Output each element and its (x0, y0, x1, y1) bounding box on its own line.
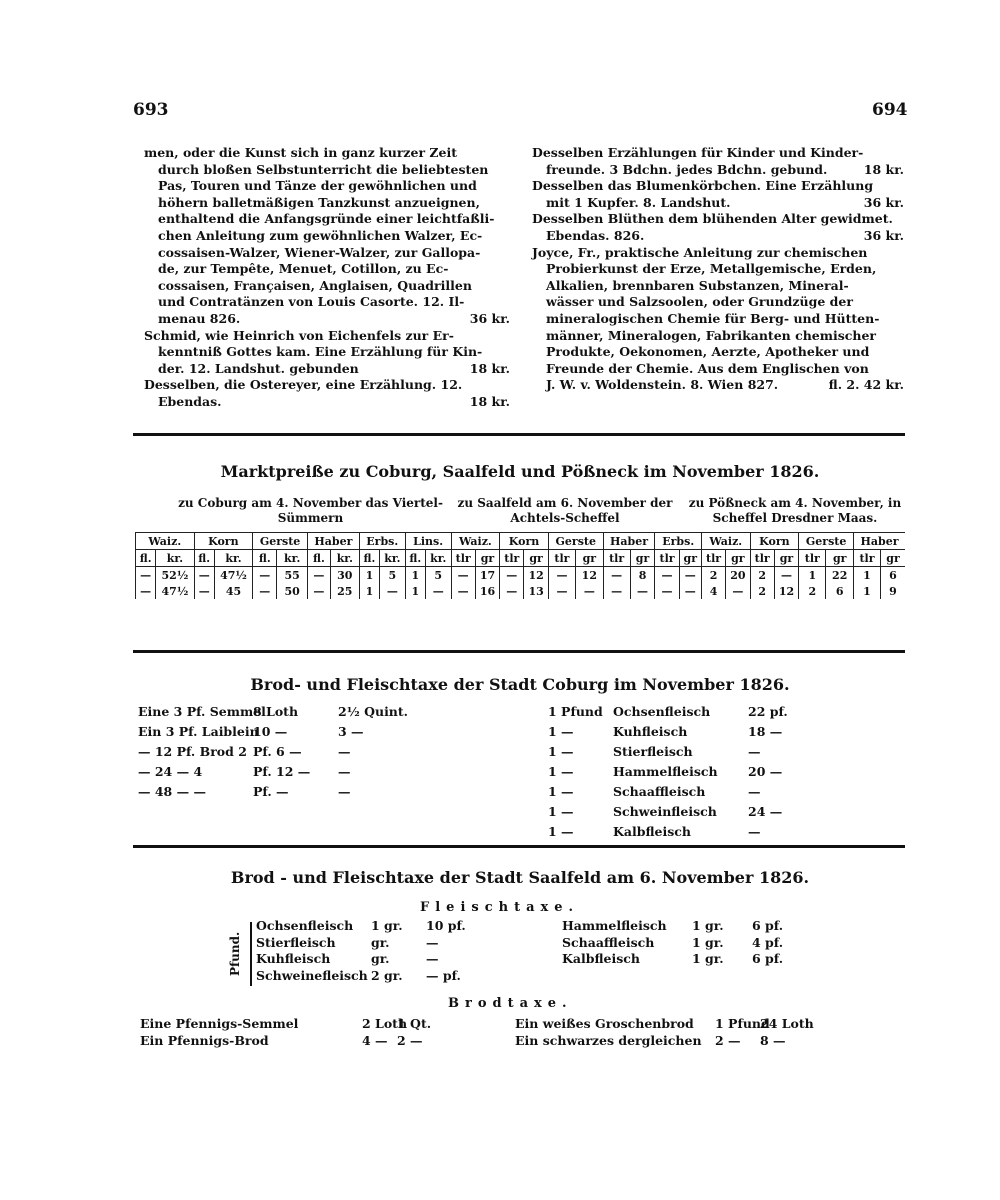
price-cell: 20 (726, 567, 750, 584)
unit-cell: tlr (854, 550, 881, 567)
tax-cell: Schweinfleisch (613, 804, 717, 819)
price-cell: 4 (701, 583, 725, 599)
entry-price: 36 kr. (469, 310, 510, 326)
price-cell: — (307, 583, 330, 599)
price-cell: 1 (854, 583, 881, 599)
unit-cell: gr (630, 550, 655, 567)
tax-cell: — (338, 784, 351, 799)
price-cell: — (655, 567, 679, 584)
saalfeld-header: zu Saalfeld am 6. November der Achtels-Scheffel (457, 496, 673, 525)
book-entry (144, 145, 510, 328)
price-cell: — (774, 567, 798, 584)
tax-row (548, 762, 818, 782)
price-cell: 1 (854, 567, 881, 584)
tax-cell: 1 — (548, 764, 574, 779)
tax-cell: 20 — (748, 764, 783, 779)
tax-cell: 10 pf. (426, 918, 466, 933)
tax-cell: Pf. — (253, 784, 289, 799)
tax-cell: Ein 3 Pf. Laiblein (138, 724, 259, 739)
grain-column-header: Erbs. (655, 533, 701, 550)
price-cell: 1 (405, 583, 425, 599)
unit-cell: kr. (277, 550, 308, 567)
tax-row (548, 802, 818, 822)
book-entry (144, 377, 510, 410)
price-cell: — (500, 567, 524, 584)
section-rule (133, 650, 905, 653)
tax-cell: 2 — (397, 1033, 423, 1048)
price-cell: — (380, 583, 406, 599)
tax-row (562, 951, 792, 968)
price-cell: — (500, 583, 524, 599)
coburg-tax-title: Brod- und Fleischtaxe der Stadt Coburg im November 1826. (250, 675, 790, 694)
unit-cell: kr. (214, 550, 252, 567)
tax-cell: 1 — (548, 784, 574, 799)
unit-cell: kr. (330, 550, 359, 567)
tax-cell: 24 — (748, 804, 783, 819)
entry-line: Probierkunst der Erze, Metallgemische, Erden, (546, 261, 877, 277)
entry-price: 18 kr. (863, 161, 904, 177)
page-number-right: 694 (872, 100, 908, 120)
entry-price: 18 kr. (469, 393, 510, 409)
price-cell: — (253, 583, 277, 599)
book-entry (532, 245, 904, 394)
tax-cell: 1 Pfund (548, 704, 603, 719)
price-cell: 12 (576, 567, 604, 584)
entry-line: cossaisen, Françaisen, Anglaisen, Quadrillen (158, 277, 472, 293)
tax-cell: 1 Qt. (397, 1016, 432, 1031)
price-cell: 13 (524, 583, 548, 599)
entry-line: männer, Mineralogen, Fabrikanten chemischer (546, 327, 876, 343)
entry-line-text: freunde. 3 Bdchn. jedes Bdchn. gebund. (546, 161, 828, 177)
price-cell: 16 (475, 583, 499, 599)
price-cell: — (726, 583, 750, 599)
price-cell: — (136, 567, 156, 584)
tax-row (138, 702, 409, 722)
price-cell: — (307, 567, 330, 584)
tax-cell: 2 Loth (362, 1016, 408, 1031)
entry-price: 36 kr. (863, 227, 904, 243)
price-cell: 1 (359, 567, 379, 584)
entry-line: Desselben Blüthen dem blühenden Alter gewidmet. (532, 211, 893, 227)
tax-cell: 24 Loth (760, 1016, 814, 1031)
price-cell: — (451, 567, 475, 584)
unit-cell: tlr (750, 550, 774, 567)
tax-cell: 2 gr. (371, 967, 403, 983)
tax-cell: 10 — (253, 724, 288, 739)
tax-row (256, 935, 466, 952)
price-cell: — (548, 583, 575, 599)
entry-line: kenntniß Gottes kam. Eine Erzählung für Kin- (158, 344, 483, 360)
tax-cell: — (748, 824, 761, 839)
tax-cell: Schaaffleisch (562, 934, 655, 950)
tax-row (256, 918, 466, 935)
price-cell: — (655, 583, 679, 599)
tax-cell: Kalbfleisch (562, 951, 640, 966)
tax-cell: Eine Pfennigs-Semmel (140, 1016, 299, 1031)
tax-cell: 2 — (715, 1033, 741, 1048)
price-cell: — (679, 567, 701, 584)
table-row (136, 583, 906, 599)
entry-line: Desselben das Blumenkörbchen. Eine Erzählung (532, 178, 874, 194)
price-cell: 25 (330, 583, 359, 599)
price-cell: 22 (826, 567, 854, 584)
pfund-label: Pfund. (228, 922, 252, 986)
price-cell: 45 (214, 583, 252, 599)
tax-cell: 1 Pfund (715, 1016, 770, 1031)
tax-cell: 4 pf. (752, 934, 784, 950)
grain-column-header: Gerste (799, 533, 854, 550)
tax-row (140, 1032, 432, 1049)
entry-line: Joyce, Fr., praktische Anleitung zur chemischen (532, 244, 868, 260)
tax-cell: — pf. (426, 967, 461, 983)
tax-cell: 1 gr. (692, 918, 724, 933)
unit-cell: fl. (136, 550, 156, 567)
right-column (532, 145, 904, 394)
grain-column-header: Haber (603, 533, 655, 550)
entry-line-text: der. 12. Landshut. gebunden (158, 360, 359, 376)
tax-cell: 6 pf. (752, 951, 784, 966)
tax-cell: Ochsenfleisch (613, 704, 711, 719)
tax-cell: 1 — (548, 804, 574, 819)
unit-cell: kr. (380, 550, 406, 567)
grain-column-header: Haber (854, 533, 906, 550)
unit-cell: tlr (548, 550, 575, 567)
price-cell: — (253, 567, 277, 584)
entry-line: Desselben, die Ostereyer, eine Erzählung. 12. (144, 377, 463, 393)
entry-price: 36 kr. (863, 194, 904, 210)
price-cell: — (679, 583, 701, 599)
market-title: Marktpreiße zu Coburg, Saalfeld und Pößneck im November 1826. (220, 462, 820, 481)
unit-cell: tlr (451, 550, 475, 567)
tax-cell: — (338, 744, 351, 759)
unit-cell: gr (881, 550, 906, 567)
unit-cell: tlr (701, 550, 725, 567)
entry-line (144, 394, 510, 411)
saalfeld-bread-right (515, 1015, 814, 1049)
book-entry (532, 145, 904, 178)
unit-cell: gr (726, 550, 750, 567)
tax-cell: 1 gr. (692, 934, 724, 950)
grain-column-header: Korn (500, 533, 549, 550)
table-units-row (136, 550, 906, 567)
entry-price: fl. 2. 42 kr. (828, 377, 904, 393)
tax-cell: 18 — (748, 724, 783, 739)
tax-cell: 4 — (362, 1033, 388, 1048)
table-row (136, 567, 906, 584)
entry-line: mineralogischen Chemie für Berg- und Hütten- (546, 310, 880, 326)
grain-column-header: Waiz. (451, 533, 500, 550)
tax-row (548, 742, 818, 762)
grain-column-header: Korn (194, 533, 253, 550)
price-cell: — (630, 583, 655, 599)
price-cell: — (451, 583, 475, 599)
saalfeld-meat-right (562, 918, 792, 968)
unit-cell: gr (524, 550, 548, 567)
unit-cell: kr. (156, 550, 194, 567)
unit-cell: fl. (405, 550, 425, 567)
tax-row (515, 1032, 800, 1049)
tax-row (548, 822, 818, 842)
unit-cell: gr (774, 550, 798, 567)
saalfeld-tax-title: Brod - und Fleischtaxe der Stadt Saalfeld am 6. November 1826. (230, 868, 810, 887)
tax-cell: — 24 — 4 (138, 764, 203, 779)
price-cell: 47½ (214, 567, 252, 584)
price-cell: 30 (330, 567, 359, 584)
entry-line: cossaisen-Walzer, Wiener-Walzer, zur Gallopa- (158, 244, 481, 260)
tax-cell: — (426, 951, 439, 966)
price-cell: — (548, 567, 575, 584)
meat-tax-heading: Fleischtaxe. (420, 900, 580, 915)
tax-cell: Hammelfleisch (613, 764, 718, 779)
entry-line: men, oder die Kunst sich in ganz kurzer Zeit (144, 145, 457, 160)
tax-cell: 3 — (338, 724, 364, 739)
tax-row (138, 742, 403, 762)
tax-cell: 8 Loth (253, 704, 299, 719)
price-cell: 5 (380, 567, 406, 584)
entry-line: durch bloßen Selbstunterricht die beliebtesten (158, 161, 489, 177)
unit-cell: fl. (253, 550, 277, 567)
tax-cell: gr. (371, 934, 390, 950)
unit-cell: gr (475, 550, 499, 567)
entry-line: Desselben Erzählungen für Kinder und Kinder- (532, 145, 864, 160)
saalfeld-meat-left (256, 918, 466, 984)
price-cell: — (194, 567, 214, 584)
price-cell: 17 (475, 567, 499, 584)
price-cell: 47½ (156, 583, 194, 599)
tax-cell: 1 — (548, 724, 574, 739)
unit-cell: gr (826, 550, 854, 567)
grain-column-header: Gerste (548, 533, 603, 550)
entry-line: und Contratänzen von Louis Casorte. 12. Il- (158, 294, 465, 310)
entry-line: wässer und Salzsoolen, oder Grundzüge der (546, 294, 853, 310)
tax-cell: Ein schwarzes dergleichen (515, 1033, 702, 1048)
price-cell: 2 (750, 583, 774, 599)
tax-cell: — (748, 744, 761, 759)
bread-tax-heading: Brodtaxe. (448, 996, 573, 1011)
tax-cell: — (338, 764, 351, 779)
unit-cell: fl. (194, 550, 214, 567)
entry-line-text: J. W. v. Woldenstein. 8. Wien 827. (546, 377, 779, 393)
price-cell: — (603, 583, 630, 599)
price-cell: 2 (799, 583, 826, 599)
unit-cell: tlr (799, 550, 826, 567)
grain-column-header: Waiz. (136, 533, 195, 550)
grain-column-header: Korn (750, 533, 799, 550)
tax-cell: 1 — (548, 824, 574, 839)
unit-cell: tlr (603, 550, 630, 567)
price-cell: 5 (425, 567, 451, 584)
tax-cell: Ein weißes Groschenbrod (515, 1016, 694, 1031)
price-cell: — (576, 583, 604, 599)
tax-row (256, 951, 466, 968)
entry-line (532, 377, 904, 394)
tax-cell: 2½ Quint. (338, 704, 409, 719)
tax-cell: gr. (371, 951, 390, 966)
entry-line: höhern balletmäßigen Tanzkunst anzueignen, (158, 194, 480, 210)
tax-row (140, 1015, 432, 1032)
price-cell: 12 (524, 567, 548, 584)
unit-cell: tlr (500, 550, 524, 567)
price-cell: 50 (277, 583, 308, 599)
tax-row (138, 762, 403, 782)
tax-cell: Kuhfleisch (613, 724, 688, 739)
tax-row (548, 722, 818, 742)
unit-cell: tlr (655, 550, 679, 567)
tax-cell: — (426, 934, 439, 950)
price-cell: — (194, 583, 214, 599)
entry-line: Produkte, Oekonomen, Aerzte, Apotheker und (546, 344, 870, 360)
tax-cell: — 48 — — (138, 784, 206, 799)
entry-line-text: menau 826. (158, 310, 241, 326)
tax-cell: Kuhfleisch (256, 951, 331, 966)
tax-cell: Ein Pfennigs-Brod (140, 1033, 269, 1048)
grain-column-header: Waiz. (701, 533, 750, 550)
unit-cell: fl. (307, 550, 330, 567)
price-cell: 12 (774, 583, 798, 599)
coburg-header: zu Coburg am 4. November das Viertel-Sümmern (178, 496, 443, 525)
entry-line (144, 311, 510, 328)
entry-line (532, 195, 904, 212)
entry-line: Pas, Touren und Tänze der gewöhnlichen und (158, 178, 477, 194)
saalfeld-bread-left (140, 1015, 432, 1049)
grain-column-header: Lins. (405, 533, 451, 550)
tax-cell: 8 — (760, 1033, 786, 1048)
left-column (144, 145, 510, 411)
tax-row (562, 935, 792, 952)
tax-cell: 6 pf. (752, 918, 784, 933)
entry-line: Freunde der Chemie. Aus dem Englischen von (546, 360, 869, 376)
tax-cell: Pf. 6 — (253, 744, 302, 759)
tax-row (138, 782, 403, 802)
entry-line: Alkalien, brennbaren Substanzen, Mineral- (546, 277, 849, 293)
book-entry (532, 211, 904, 244)
coburg-meat-list (548, 702, 818, 842)
tax-cell: Kalbfleisch (613, 824, 691, 839)
price-cell: 2 (750, 567, 774, 584)
price-cell: 8 (630, 567, 655, 584)
price-cell: — (136, 583, 156, 599)
grain-column-header: Gerste (253, 533, 308, 550)
tax-cell: Pf. 12 — (253, 764, 311, 779)
unit-cell: gr (576, 550, 604, 567)
tax-cell: 22 pf. (748, 704, 788, 719)
section-rule (133, 845, 905, 848)
entry-line-text: mit 1 Kupfer. 8. Landshut. (546, 194, 731, 210)
entry-line-text: Ebendas. (158, 393, 222, 409)
tax-row (515, 1015, 814, 1032)
section-rule (133, 433, 905, 436)
tax-cell: Ochsenfleisch (256, 918, 354, 933)
tax-cell: Eine 3 Pf. Semmel (138, 704, 266, 719)
entry-line (532, 162, 904, 179)
price-cell: — (425, 583, 451, 599)
price-cell: 6 (826, 583, 854, 599)
entry-line: enthaltend die Anfangsgründe einer leichtfaßli- (158, 211, 495, 227)
price-cell: 9 (881, 583, 906, 599)
price-cell: — (603, 567, 630, 584)
price-cell: 6 (881, 567, 906, 584)
tax-cell: 1 gr. (692, 951, 724, 966)
tax-cell: — 12 Pf. Brod 2 (138, 744, 247, 759)
grain-column-header: Erbs. (359, 533, 405, 550)
tax-cell: Schaaffleisch (613, 784, 706, 799)
unit-cell: gr (679, 550, 701, 567)
book-entry (532, 178, 904, 211)
tax-cell: Stierfleisch (613, 744, 693, 759)
coburg-bread-list (138, 702, 409, 802)
entry-price: 18 kr. (469, 360, 510, 376)
unit-cell: fl. (359, 550, 379, 567)
entry-line: de, zur Tempête, Menuet, Cotillon, zu Ec- (158, 261, 449, 277)
price-cell: 1 (359, 583, 379, 599)
entry-line: Schmid, wie Heinrich von Eichenfels zur Er- (144, 327, 454, 343)
price-cell: 52½ (156, 567, 194, 584)
tax-row (548, 702, 818, 722)
book-entry (144, 328, 510, 378)
entry-line: chen Anleitung zum gewöhnlichen Walzer, Ec- (158, 227, 483, 243)
tax-row (256, 968, 466, 985)
tax-cell: 1 gr. (371, 918, 403, 933)
tax-cell: Hammelfleisch (562, 918, 667, 933)
price-cell: 2 (701, 567, 725, 584)
entry-line (532, 228, 904, 245)
tax-cell: Stierfleisch (256, 934, 336, 950)
entry-line (144, 361, 510, 378)
unit-cell: kr. (425, 550, 451, 567)
market-price-table (135, 532, 905, 599)
tax-cell: Schweinefleisch (256, 967, 368, 983)
poessneck-header: zu Pößneck am 4. November, in Scheffel Dresdner Maas. (688, 496, 902, 525)
tax-cell: — (748, 784, 761, 799)
tax-row (562, 918, 792, 935)
price-cell: 55 (277, 567, 308, 584)
tax-cell: 1 — (548, 744, 574, 759)
price-cell: 1 (405, 567, 425, 584)
page-number-left: 693 (133, 100, 169, 120)
tax-row (138, 722, 403, 742)
entry-line-text: Ebendas. 826. (546, 227, 645, 243)
grain-column-header: Haber (307, 533, 359, 550)
price-cell: 1 (799, 567, 826, 584)
tax-row (548, 782, 818, 802)
table-header-row (136, 533, 906, 550)
